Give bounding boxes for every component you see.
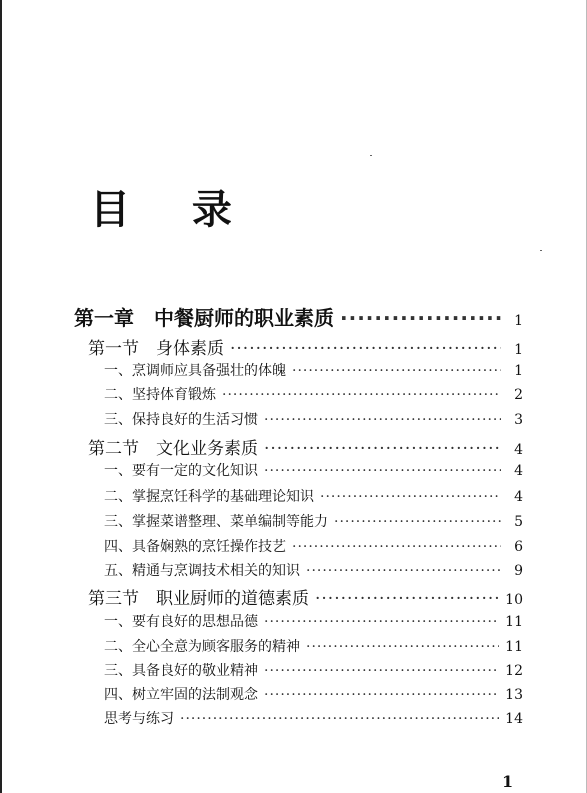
toc-page: 5: [514, 514, 523, 530]
toc-item: [104, 460, 523, 480]
leader-dots: [306, 563, 501, 579]
toc-item: [104, 511, 523, 531]
toc-label: 一、烹调师应具备强壮的体魄: [104, 363, 286, 379]
toc-label: 五、精通与烹调技术相关的知识: [104, 563, 300, 579]
toc-page: 6: [514, 539, 523, 555]
toc-item: [104, 708, 523, 728]
toc-item: [104, 684, 523, 704]
toc-label: 第一节 身体素质: [88, 339, 224, 359]
leader-dots: [264, 412, 501, 428]
toc-page: 4: [514, 463, 523, 479]
leader-dots: [264, 663, 499, 679]
leader-dots: [264, 614, 499, 630]
leader-dots: [306, 639, 499, 655]
toc-page: 12: [505, 663, 523, 679]
toc-page: 14: [505, 711, 523, 727]
toc-item: [104, 636, 523, 656]
toc-item: [104, 360, 523, 380]
leader-dots: [320, 489, 501, 505]
page-title: 目 录: [90, 187, 256, 233]
leader-dots: [264, 687, 499, 703]
toc-page: 3: [514, 412, 523, 428]
leader-dots: [315, 589, 499, 609]
toc-label: 四、具备娴熟的烹饪操作技艺: [104, 539, 286, 555]
toc-chapter-1: [74, 302, 523, 331]
toc-label: 第三节 职业厨师的道德素质: [88, 589, 309, 609]
toc-label: 第一章 中餐厨师的职业素质: [74, 306, 334, 330]
page-number: 1: [502, 772, 514, 791]
toc-section: [88, 434, 523, 459]
toc-label: 二、坚持体育锻炼: [104, 387, 216, 403]
toc-label: 二、全心全意为顾客服务的精神: [104, 639, 300, 655]
toc-label: 三、保持良好的生活习惯: [104, 412, 258, 428]
toc-page: 4: [514, 489, 523, 505]
leader-dots: [264, 463, 501, 479]
leader-dots: [222, 387, 501, 403]
toc-page: 1: [514, 342, 523, 358]
leader-dots: [264, 439, 501, 459]
leader-dots: [292, 539, 501, 555]
toc-item: [104, 486, 523, 506]
leader-dots: [230, 339, 501, 359]
toc-page: 1: [514, 313, 523, 329]
leader-dots: [180, 711, 499, 727]
toc-page: 4: [514, 442, 523, 458]
toc-page: 11: [505, 614, 523, 630]
toc-item: [104, 611, 523, 631]
toc-page: 11: [505, 639, 523, 655]
toc-label: 思考与练习: [104, 711, 174, 727]
leader-dots: [334, 514, 501, 530]
toc-label: 一、要有良好的思想品德: [104, 614, 258, 630]
toc-page: 9: [514, 563, 523, 579]
toc-page: 10: [505, 592, 523, 608]
toc-item: [104, 660, 523, 680]
toc-label: 二、掌握烹饪科学的基础理论知识: [104, 489, 314, 505]
toc-item: [104, 536, 523, 556]
toc-label: 三、具备良好的敬业精神: [104, 663, 258, 679]
toc-label: 第二节 文化业务素质: [88, 439, 258, 459]
toc-page: 2: [514, 387, 523, 403]
toc-page: 13: [505, 687, 523, 703]
toc-item: [104, 384, 523, 404]
toc-label: 三、掌握菜谱整理、菜单编制等能力: [104, 514, 328, 530]
toc-label: 一、要有一定的文化知识: [104, 463, 258, 479]
toc-section: [88, 334, 523, 359]
toc-item: [104, 560, 523, 580]
leader-dots: [340, 306, 501, 330]
toc-label: 四、树立牢固的法制观念: [104, 687, 258, 703]
leader-dots: [292, 363, 501, 379]
toc-section: [88, 584, 523, 609]
toc-page: 1: [514, 363, 523, 379]
toc-item: [104, 409, 523, 429]
